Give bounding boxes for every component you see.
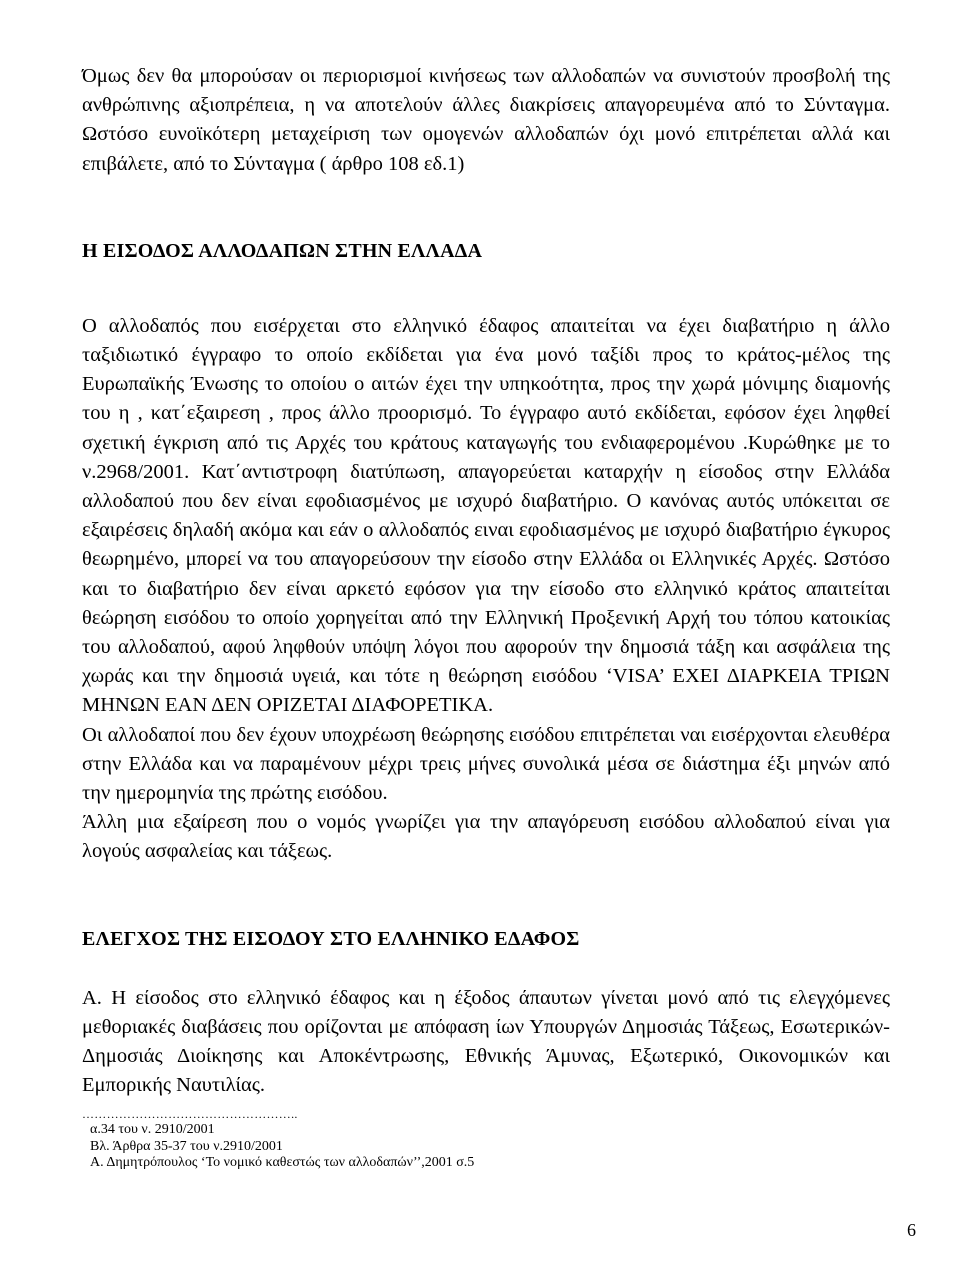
document-page [82, 62, 890, 1172]
body-paragraph-entry-requirements: Ο αλλοδαπός που εισέρχεται στο ελληνικό έδαφος απαιτείται να έχει διαβατήριο η άλλο ταξιδιωτικό έγγραφο το οποίο εκδίδεται για ένα μονό ταξίδι προς το κράτος-μέλος της Ευρωπαϊκής Ένωσης το οποίου ο αιτών έχει την υπηκοότητα, προς την χωρά μόνιμης διαμονής του η , κατ΄εξαιρεση , προς άλλο προορισμό. Το έγγραφο αυτό εκδίδεται, εφόσον έχει ληφθεί σχετική έγκριση από τις Αρχές του κράτους καταγωγής του ενδιαφερομένου .Κυρώθηκε με το ν.2968/2001. Κατ΄αντιστροφη διατύπωση, απαγορεύεται καταρχήν η είσοδος στην Ελλάδα αλλοδαπού που δεν είναι εφοδιασμένος με ισχυρό διαβατήριο. Ο κανόνας αυτός υπόκειται σε εξαιρέσεις δηλαδή ακόμα και εάν ο αλλοδαπός ειναι εφοδιασμένος με ισχυρό διαβατήριο έγκυρος θεωρημένο, μπορεί να του απαγορεύσουν την είσοδο στην Ελλάδα οι Ελληνικές Αρχές. Ωστόσο και το διαβατήριο δεν είναι αρκετό εφόσον για την είσοδο στο ελληνικό κράτος απαιτείται θεώρηση εισόδου το οποίο χορηγείται από την Ελληνική Προξενική Αρχή του τόπου κατοικίας του αλλοδαπού, αφού ληφθούν υπόψη λόγοι που αφορούν την δημοσιά τάξη και ασφάλεια της χωράς και την δημοσιά υγειά, και τότε η θεώρηση εισόδου ‘VISA’ ΕΧΕΙ ΔΙΑΡΚΕΙΑ ΤΡΙΩΝ ΜΗΝΩΝ ΕΑΝ ΔΕΝ ΟΡΙΖΕΤΑΙ ΔΙΑΦΟΡΕΤΙΚΑ. [82, 314, 890, 717]
body-paragraph-border-crossings: Α. Η είσοδος στο ελληνικό έδαφος και η έξοδος άπαυτων γίνεται μονό από τις ελεγχόμενες μεθοριακές διαβάσεις που ορίζονται με απόφαση ίων Υπουργών Δημοσιάς Τάξεως, Εσωτερικών-Δημοσιάς Διοίκησης και Αποκέντρωσης, Εθνικής Άμυνας, Εξωτερικό, Οικονομικών και Εμπορικής Ναυτιλίας. [82, 986, 890, 1097]
body-paragraph-security-exception: Άλλη μια εξαίρεση που ο νομός γνωρίζει για την απαγόρευση εισόδου αλλοδαπού είναι για λογούς ασφαλείας και τάξεως. [82, 811, 890, 863]
intro-paragraph: Όμως δεν θα μπορούσαν οι περιορισμοί κινήσεως των αλλοδαπών να συνιστούν προσβολή της ανθρώπινης αξιοπρέπεια, η να αποτελούν άλλες διακρίσεις απαγορευμένα από το Σύνταγμα. Ωστόσο ευνοϊκότερη μεταχείριση των ομογενών αλλοδαπών όχι μονό επιτρέπεται αλλά και επιβάλετε, από το Σύνταγμα ( άρθρο 108 εδ.1) [82, 65, 890, 175]
footnote-2: Βλ. Άρθρα 35-37 του ν.2910/2001 [90, 1138, 283, 1154]
body-paragraph-visa-exempt: Οι αλλοδαποί που δεν έχουν υποχρέωση θεώρησης εισόδου επιτρέπεται ναι εισέρχονται ελευθέρα στην Ελλάδα και να παραμένουν μέχρι τρεις μήνες συνολικά μέσα σε διάστημα έξι μηνών από την ημερομηνία της πρώτης εισόδου. [82, 723, 890, 805]
footnote-separator: …………………………………………….. [82, 1107, 298, 1122]
page-number: 6 [907, 1220, 916, 1240]
section-heading-control: ΕΛΕΓΧΟΣ ΤΗΣ ΕΙΣΟΔΟΥ ΣΤΟ ΕΛΛΗΝΙΚΟ ΕΔΑΦΟΣ [82, 927, 580, 950]
section-heading-entry: Η ΕΙΣΟΔΟΣ ΑΛΛΟΔΑΠΩΝ ΣΤΗΝ ΕΛΛΑΔΑ [82, 239, 483, 262]
footnote-1: α.34 του ν. 2910/2001 [90, 1122, 215, 1138]
footnote-3: Α. Δημητρόπουλος ‘Το νομικό καθεστώς των αλλοδαπών’’,2001 σ.5 [90, 1155, 475, 1171]
